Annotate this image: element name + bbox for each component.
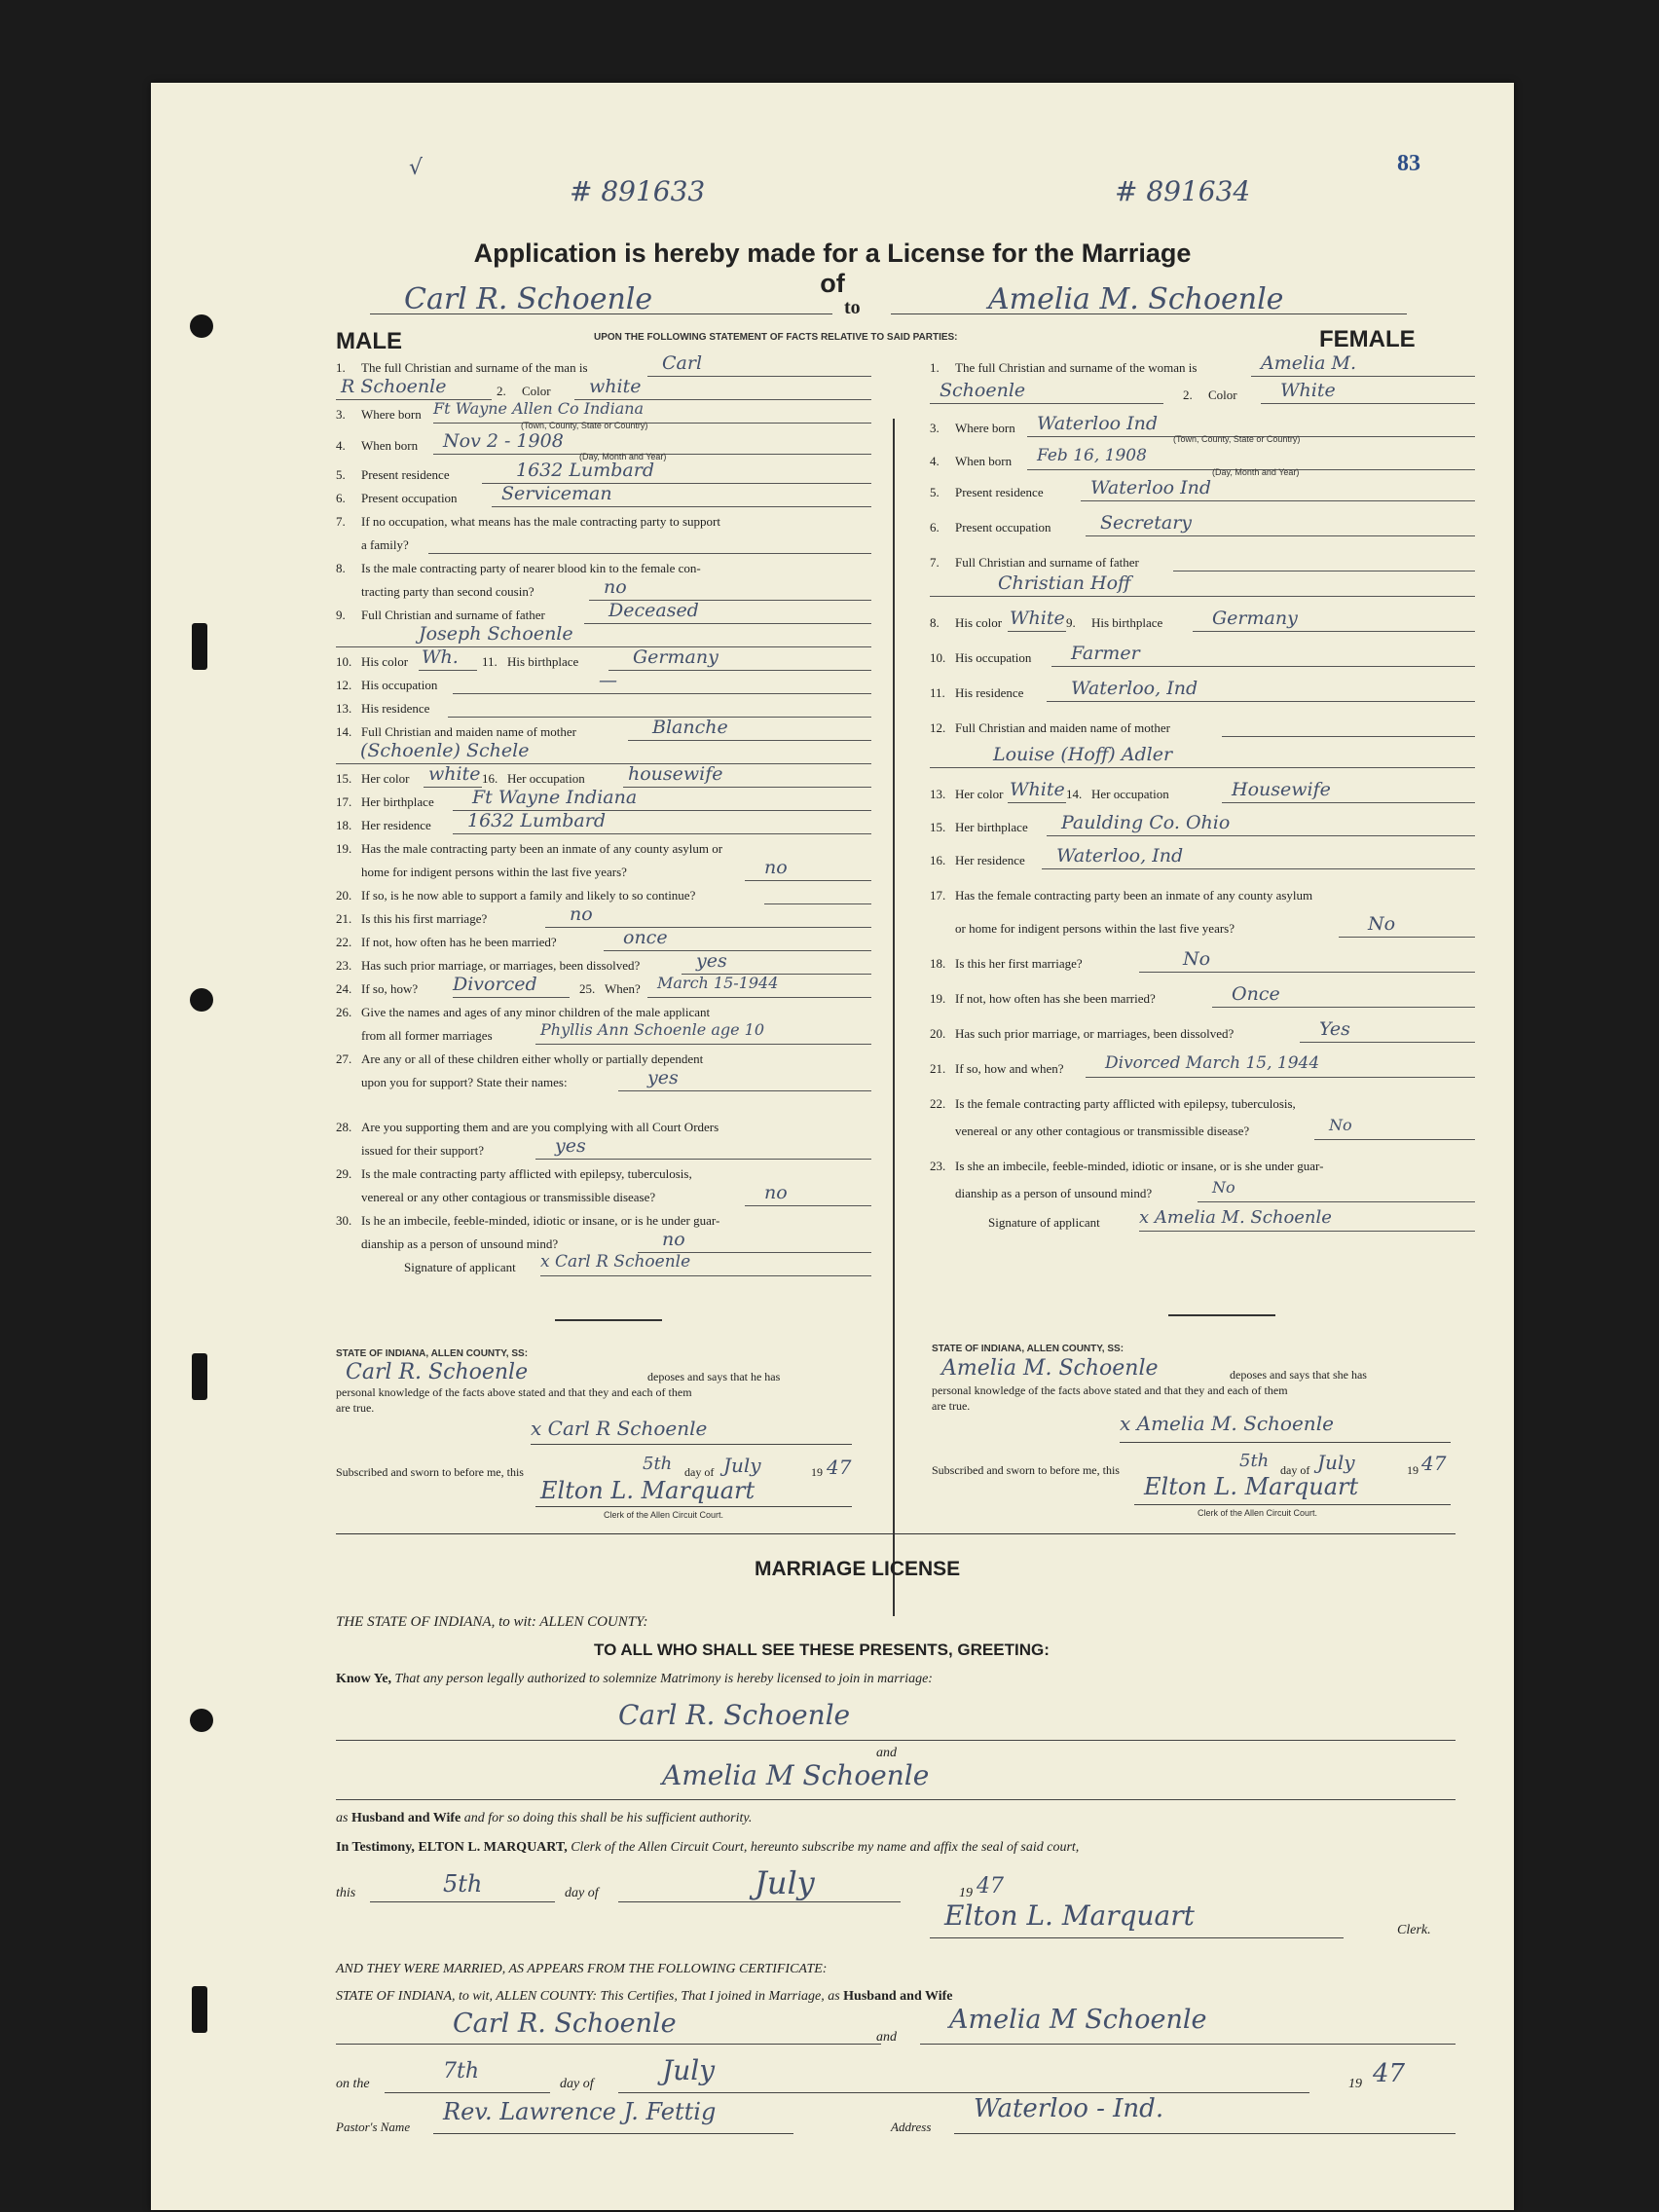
female-oath-state: STATE OF INDIANA, ALLEN COUNTY, SS: bbox=[932, 1344, 1124, 1354]
female-separator bbox=[1168, 1314, 1275, 1316]
male-row-3: 3. Where born Ft Wayne Allen Co Indiana (Town, County, State or Country) bbox=[336, 407, 422, 423]
license-title: MARRIAGE LICENSE bbox=[755, 1558, 961, 1580]
male-row-12: 12. His occupation — bbox=[336, 678, 437, 693]
address-label: Address bbox=[891, 2120, 932, 2134]
female-oath-text3: are true. bbox=[932, 1399, 971, 1413]
binder-slot bbox=[192, 1986, 207, 2033]
groom-name: Carl R. Schoenle bbox=[404, 282, 653, 316]
female-row-23: 23. Is she an imbecile, feeble-minded, idiotic or insane, or is she under guar- bbox=[930, 1159, 1324, 1173]
male-signature-row: Signature of applicant x Carl R Schoenle bbox=[404, 1260, 516, 1275]
female-row-17b: or home for indigent persons within the last five years? No bbox=[930, 921, 1235, 937]
license-month-line bbox=[618, 1901, 901, 1902]
certificate-on-the: on the bbox=[336, 2077, 370, 2091]
license-year: 47 bbox=[977, 1874, 1004, 1899]
female-row-10: 10. His occupation Farmer bbox=[930, 650, 1031, 666]
certificate-year: 47 bbox=[1373, 2059, 1406, 2088]
male-oath-signature: x Carl R Schoenle bbox=[531, 1417, 708, 1440]
male-row-23: 23. Has such prior marriage, or marriages, been dissolved? yes bbox=[336, 958, 640, 974]
female-row-22b: venereal or any other contagious or transmissible disease? No bbox=[930, 1124, 1249, 1139]
female-oath-signature: x Amelia M. Schoenle bbox=[1120, 1412, 1334, 1435]
certificate-bride: Amelia M Schoenle bbox=[949, 2005, 1207, 2035]
female-clerk-signature: Elton L. Marquart bbox=[1144, 1473, 1359, 1500]
license-page: 83 √ # 891633 # 891634 Application is hereby made for a License for the Marriage of Carl R. Schoenle to Amelia M. Schoenle MALE UPON THE FOLLOWING STATEMENT OF FACTS RELATIVE TO SAID PARTIES: FEMALE 1. The full Christian and surname of the man is Carl R Schoenle 2. Color white 3. Where born Ft Wayne Allen Co Indiana (Town, County, State or Country) 4. When born Nov 2 - 1908 (Day, Month and Year) 5. Present residence 1632 Lumbard 6. Present occupation Serviceman 7. If no occupation, what means has the male contracting party to support a family? 8. Is the male contracting party of nearer blood kin to the female con- tracting party than second cousin? no 9. Full Christian and surname of father Deceased Joseph Schoenle 10. His color Wh. 11. His birthplace Germany 12. His occupation — 13. His residence 14. Full Christian and maiden name of mother Blanche (Schoenle) Schele 15. Her color white 16. Her occupation housewife 17. Her birthplace Ft Wayne Indiana 18. Her residence 1632 Lumbard 19. Has the male contracting party been an inmate of any county asylum or home for indigent persons within the last five years? no 20. If so, is he now able to support a family and likely to so continue? 21. Is this his first marriage? no 22. If not, how often has he been married? once 23. Has such prior marriage, or marriages, been dissolved? yes 24. If so, how? Divorced 25. When? March 15-1944 26. Give the names and ages of any minor children of the male applicant from all former marriages Phyllis Ann Schoenle age 10 27. Are any or all of these children either wholly or partially dependent upon you for support? State their names: yes 28. Are you supporting them and are you complying with all Court Orders issued for their support? yes 29. Is the male contracting party afflicted with epilepsy, tuberculosis, venereal or any other contagious or transmissible disease? no 30. Is he an imbecile, feeble-minded, idiotic or insane, or is he under guar- dianship as a person of unsound mind? no Signature of applicant x Carl R Schoenle STATE OF INDIANA, ALLEN COUNTY, SS: Carl R. Schoenle deposes and says that he has personal knowledge of the facts above stated and that they and each of them are true. x Carl R Schoenle Subscribed and sworn to before me, this 5th day of July 19 47 Elton L. Marquart Clerk of the Allen Circuit Court. 1. The full Christian and surname of the woman is Amelia M. Schoenle 2. Color White 3. Where born Waterloo Ind (Town, County, State or Country) 4. When born Feb 16, 1908 (Day, Month and Year) 5. Present residence Waterloo Ind 6. Present occupation Secretary 7. Full Christian and surname of father Christian Hoff 8. His color White 9. His birthplace Germany 10. His occupation Farmer 11. His residence Waterloo, Ind 12. Full Christian and maiden name of mother Louise (Hoff) Adler 13. Her color White 14. Her occupation Housewife 15. Her birthplace Paulding Co. Ohio 16. Her residence Waterloo, Ind 17. Has the female contracting party been an inmate of any county asylum or home for indigent persons within the last five years? No 18. Is this her first marriage? No 19. If not, how often has she been married? Once 20. Has such prior marriage, or marriages, been dissolved? Yes 21. If so, how and when? Divorced March 15, 1944 22. Is the female contracting party afflicted with epilepsy, tuberculosis, venereal or any other contagious or transmissible disease? No 23. Is she an imbecile, feeble-minded, idiotic or insane, or is she under guar- dianship as a person of unsound mind? No Signature of applicant x Amelia M. Schoenle STATE OF INDIANA, ALLEN COUNTY, SS: Amelia M. Schoenle deposes and says that she has personal knowledge of the facts above stated and that they and each of them are true. x Amelia M. Schoenle Subscribed and sworn to before me, this 5th day of July 19 47 Elton L. Marquart Clerk of the Allen Circuit Court. MARRIAGE LICENSE THE STATE OF INDIANA, to wit: ALLEN COUNTY: TO ALL WHO SHALL SEE THESE PRESENTS, GREETING: Know Ye, That any person legally authorized to solemnize Matrimony is hereby licensed to join in marriage: Carl R. Schoenle and Amelia M Schoenle as Husband and Wife and for so doing this shall be his sufficient authority. In Testimony, ELTON L. MARQUART, Clerk of the Allen Circuit Court, hereunto subscribe my name and affix the seal of said court, this 5th day of July 19 47 Elton L. Marquart Clerk. AND THEY WERE MARRIED, AS APPEARS FROM THE FOLLOWING CERTIFICATE: STATE OF INDIANA, to wit, ALLEN COUNTY: This Certifies, That I joined in Marriage, as Husband and Wife Carl R. Schoenle and Amelia M Schoenle on the 7th day of July 19 47 Pastor's Name Rev. Lawrence J. Fettig Address Waterloo - Ind. bbox=[151, 83, 1514, 2210]
license-greeting: TO ALL WHO SHALL SEE THESE PRESENTS, GREETING: bbox=[594, 1641, 1050, 1659]
binder-slot bbox=[192, 1353, 207, 1400]
female-row-15: 15. Her birthplace Paulding Co. Ohio bbox=[930, 820, 1028, 835]
male-heading: MALE bbox=[336, 328, 402, 354]
male-row-15: 15. Her color white 16. Her occupation housewife bbox=[336, 771, 409, 787]
male-row-21: 21. Is this his first marriage? no bbox=[336, 911, 487, 927]
male-oath-text3: are true. bbox=[336, 1401, 375, 1415]
license-groom-line bbox=[336, 1740, 1456, 1741]
check-mark: √ bbox=[409, 156, 424, 180]
license-clerk-signature: Elton L. Marquart bbox=[944, 1899, 1195, 1932]
male-oath-name: Carl R. Schoenle bbox=[346, 1360, 529, 1384]
certificate-month-line bbox=[618, 2092, 1309, 2093]
know-ye-text: That any person legally authorized to solemnize Matrimony is hereby licensed to join in marriage: bbox=[394, 1672, 933, 1686]
female-row-19: 19. If not, how often has she been married? Once bbox=[930, 991, 1156, 1007]
male-row-5: 5. Present residence 1632 Lumbard bbox=[336, 467, 450, 483]
license-clerk-line bbox=[930, 1937, 1344, 1938]
female-row-13: 13. Her color White 14. Her occupation Housewife bbox=[930, 787, 1003, 802]
certificate-and: and bbox=[876, 2030, 897, 2045]
male-oath-month: July bbox=[723, 1454, 761, 1477]
female-row-21: 21. If so, how and when? Divorced March 15, 1944 bbox=[930, 1061, 1064, 1077]
male-row-30b: dianship as a person of unsound mind? no bbox=[336, 1236, 558, 1252]
female-oath-year-prefix: 19 bbox=[1407, 1463, 1419, 1477]
female-row-20: 20. Has such prior marriage, or marriages, been dissolved? Yes bbox=[930, 1026, 1234, 1042]
female-row-1: 1. The full Christian and surname of the woman is Amelia M. bbox=[930, 360, 1197, 376]
female-oath-sworn: Subscribed and sworn to before me, this bbox=[932, 1463, 1120, 1477]
license-bride-line bbox=[336, 1799, 1456, 1800]
binder-hole bbox=[190, 1709, 213, 1732]
female-oath-year: 47 bbox=[1421, 1452, 1447, 1475]
certificate-month: July bbox=[662, 2054, 716, 2086]
pastor-label: Pastor's Name bbox=[336, 2120, 411, 2134]
address-line bbox=[954, 2133, 1456, 2134]
male-oath-year: 47 bbox=[827, 1456, 852, 1479]
male-row-17: 17. Her birthplace Ft Wayne Indiana bbox=[336, 794, 434, 810]
female-row-6: 6. Present occupation Secretary bbox=[930, 520, 1051, 535]
certificate-day: 7th bbox=[443, 2059, 480, 2083]
male-row-1: 1. The full Christian and surname of the man is Carl bbox=[336, 360, 588, 376]
male-oath-text2: personal knowledge of the facts above stated and that they and each of them bbox=[336, 1385, 692, 1399]
male-row-6: 6. Present occupation Serviceman bbox=[336, 491, 458, 506]
license-groom: Carl R. Schoenle bbox=[618, 1699, 851, 1731]
female-row-16: 16. Her residence Waterloo, Ind bbox=[930, 853, 1025, 868]
female-oath-text1: deposes and says that she has bbox=[1230, 1368, 1367, 1382]
male-row-7: 7. If no occupation, what means has the male contracting party to support bbox=[336, 514, 720, 529]
male-row-24: 24. If so, how? Divorced 25. When? March 15-1944 bbox=[336, 981, 418, 997]
female-row-22: 22. Is the female contracting party afflicted with epilepsy, tuberculosis, bbox=[930, 1096, 1296, 1111]
male-row-26: 26. Give the names and ages of any minor children of the male applicant bbox=[336, 1005, 711, 1019]
male-oath-signature-line bbox=[531, 1444, 852, 1445]
license-clerk-label: Clerk. bbox=[1397, 1923, 1431, 1937]
male-oath-year-prefix: 19 bbox=[811, 1465, 823, 1479]
application-number-right: # 891634 bbox=[1115, 175, 1251, 207]
male-oath-sworn: Subscribed and sworn to before me, this bbox=[336, 1465, 524, 1479]
male-oath-day: 5th bbox=[643, 1454, 673, 1474]
application-number-left: # 891633 bbox=[570, 175, 706, 207]
female-row-12: 12. Full Christian and maiden name of mother bbox=[930, 720, 1170, 736]
male-row-4: 4. When born Nov 2 - 1908 (Day, Month and Year) bbox=[336, 438, 418, 454]
bride-name: Amelia M. Schoenle bbox=[988, 282, 1284, 316]
female-row-7: 7. Full Christian and surname of father bbox=[930, 555, 1139, 571]
license-year-prefix: 19 bbox=[959, 1886, 973, 1900]
to-label: to bbox=[844, 297, 861, 318]
female-heading: FEMALE bbox=[1319, 326, 1416, 352]
certify-line: STATE OF INDIANA, to wit, ALLEN COUNTY: This Certifies, That I joined in Marriage, as Husband and Wife bbox=[336, 1989, 953, 2004]
male-oath-text1: deposes and says that he has bbox=[647, 1370, 781, 1383]
female-row-23b: dianship as a person of unsound mind? No bbox=[930, 1186, 1152, 1201]
certificate-day-line bbox=[385, 2092, 550, 2093]
male-row-9: 9. Full Christian and surname of father Deceased bbox=[336, 608, 545, 623]
male-row-27b: upon you for support? State their names: yes bbox=[336, 1075, 568, 1090]
certificate-groom-line bbox=[336, 2044, 881, 2045]
female-clerk-title: Clerk of the Allen Circuit Court. bbox=[1198, 1508, 1318, 1518]
male-row-7b: a family? bbox=[336, 537, 409, 553]
male-separator bbox=[555, 1319, 662, 1321]
license-state-line: THE STATE OF INDIANA, to wit: ALLEN COUNTY: bbox=[336, 1614, 648, 1630]
license-day-line bbox=[370, 1901, 555, 1902]
female-oath-name: Amelia M. Schoenle bbox=[941, 1356, 1159, 1381]
male-row-13: 13. His residence bbox=[336, 701, 429, 717]
female-row-3: 3. Where born Waterloo Ind (Town, County, State or Country) bbox=[930, 421, 1015, 436]
female-oath-text2: personal knowledge of the facts above stated and that they and each of them bbox=[932, 1383, 1288, 1397]
married-line: AND THEY WERE MARRIED, AS APPEARS FROM THE FOLLOWING CERTIFICATE: bbox=[336, 1962, 828, 1976]
female-oath-month: July bbox=[1317, 1451, 1355, 1474]
male-row-29b: venereal or any other contagious or transmissible disease? no bbox=[336, 1190, 655, 1205]
male-clerk-title: Clerk of the Allen Circuit Court. bbox=[604, 1510, 724, 1520]
know-ye-label: Know Ye, bbox=[336, 1672, 392, 1686]
male-clerk-signature: Elton L. Marquart bbox=[540, 1477, 756, 1504]
page-number: 83 bbox=[1397, 151, 1420, 176]
male-clerk-line bbox=[535, 1506, 852, 1507]
female-row-8: 8. His color White 9. His birthplace Germany bbox=[930, 615, 1002, 631]
license-as-line: as Husband and Wife and for so doing this shall be his sufficient authority. bbox=[336, 1811, 753, 1825]
male-row-8: 8. Is the male contracting party of nearer blood kin to the female con- bbox=[336, 561, 701, 575]
application-title: Application is hereby made for a License for the Marriage of bbox=[473, 239, 1192, 298]
female-oath-day-of: day of bbox=[1280, 1463, 1310, 1477]
female-oath-signature-line bbox=[1120, 1442, 1451, 1443]
certificate-day-of: day of bbox=[560, 2077, 594, 2091]
male-row-26b: from all former marriages Phyllis Ann Schoenle age 10 bbox=[336, 1028, 493, 1044]
female-row-5: 5. Present residence Waterloo Ind bbox=[930, 485, 1044, 500]
male-row-22: 22. If not, how often has he been married? once bbox=[336, 935, 557, 950]
male-row-18: 18. Her residence 1632 Lumbard bbox=[336, 818, 431, 833]
female-signature-row: Signature of applicant x Amelia M. Schoenle bbox=[988, 1215, 1100, 1231]
male-row-10: 10. His color Wh. 11. His birthplace Germany bbox=[336, 654, 408, 670]
female-row-11: 11. His residence Waterloo, Ind bbox=[930, 685, 1023, 701]
male-oath-state: STATE OF INDIANA, ALLEN COUNTY, SS: bbox=[336, 1348, 529, 1359]
certificate-year-prefix: 19 bbox=[1348, 2077, 1362, 2091]
female-clerk-line bbox=[1134, 1504, 1451, 1505]
female-row-18: 18. Is this her first marriage? No bbox=[930, 956, 1083, 972]
male-row-30: 30. Is he an imbecile, feeble-minded, idiotic or insane, or is he under guar- bbox=[336, 1213, 720, 1228]
male-row-19: 19. Has the male contracting party been an inmate of any county asylum or bbox=[336, 841, 723, 856]
bride-name-line bbox=[891, 313, 1407, 314]
certificate-groom: Carl R. Schoenle bbox=[453, 2009, 677, 2039]
license-day: 5th bbox=[443, 1870, 483, 1898]
binder-hole bbox=[190, 988, 213, 1012]
male-row-14: 14. Full Christian and maiden name of mother Blanche bbox=[336, 724, 576, 740]
binder-slot bbox=[192, 623, 207, 670]
female-row-4: 4. When born Feb 16, 1908 (Day, Month and Year) bbox=[930, 454, 1012, 469]
pastor-line bbox=[433, 2133, 793, 2134]
license-and: and bbox=[876, 1746, 897, 1760]
female-row-17: 17. Has the female contracting party been an inmate of any county asylum bbox=[930, 888, 1313, 903]
address: Waterloo - Ind. bbox=[974, 2094, 1164, 2123]
groom-name-line bbox=[370, 313, 832, 314]
license-month: July bbox=[755, 1864, 815, 1901]
license-know-ye-line bbox=[336, 1672, 933, 1687]
license-bride: Amelia M Schoenle bbox=[662, 1759, 930, 1791]
license-testimony-line: In Testimony, ELTON L. MARQUART, Clerk of the Allen Circuit Court, hereunto subscribe my name and affix the seal of said court, bbox=[336, 1840, 1080, 1855]
male-row-29: 29. Is the male contracting party afflicted with epilepsy, tuberculosis, bbox=[336, 1166, 692, 1181]
license-day-of: day of bbox=[565, 1886, 599, 1900]
male-row-28b: issued for their support? yes bbox=[336, 1143, 484, 1159]
binder-hole bbox=[190, 314, 213, 338]
column-divider bbox=[893, 419, 895, 1616]
male-row-27: 27. Are any or all of these children either wholly or partially dependent bbox=[336, 1051, 704, 1066]
certificate-bride-line bbox=[920, 2044, 1456, 2045]
male-row-20: 20. If so, is he now able to support a family and likely to so continue? bbox=[336, 888, 695, 903]
male-row-8b: tracting party than second cousin? no bbox=[336, 584, 535, 600]
male-row-28: 28. Are you supporting them and are you complying with all Court Orders bbox=[336, 1120, 719, 1134]
male-oath-day-of: day of bbox=[684, 1465, 715, 1479]
license-this: this bbox=[336, 1886, 356, 1900]
pastor-name: Rev. Lawrence J. Fettig bbox=[443, 2098, 717, 2125]
female-oath-day: 5th bbox=[1239, 1451, 1270, 1471]
male-row-19b: home for indigent persons within the last five years? no bbox=[336, 865, 627, 880]
license-divider bbox=[336, 1533, 1456, 1534]
facts-note: UPON THE FOLLOWING STATEMENT OF FACTS RELATIVE TO SAID PARTIES: bbox=[594, 332, 958, 343]
